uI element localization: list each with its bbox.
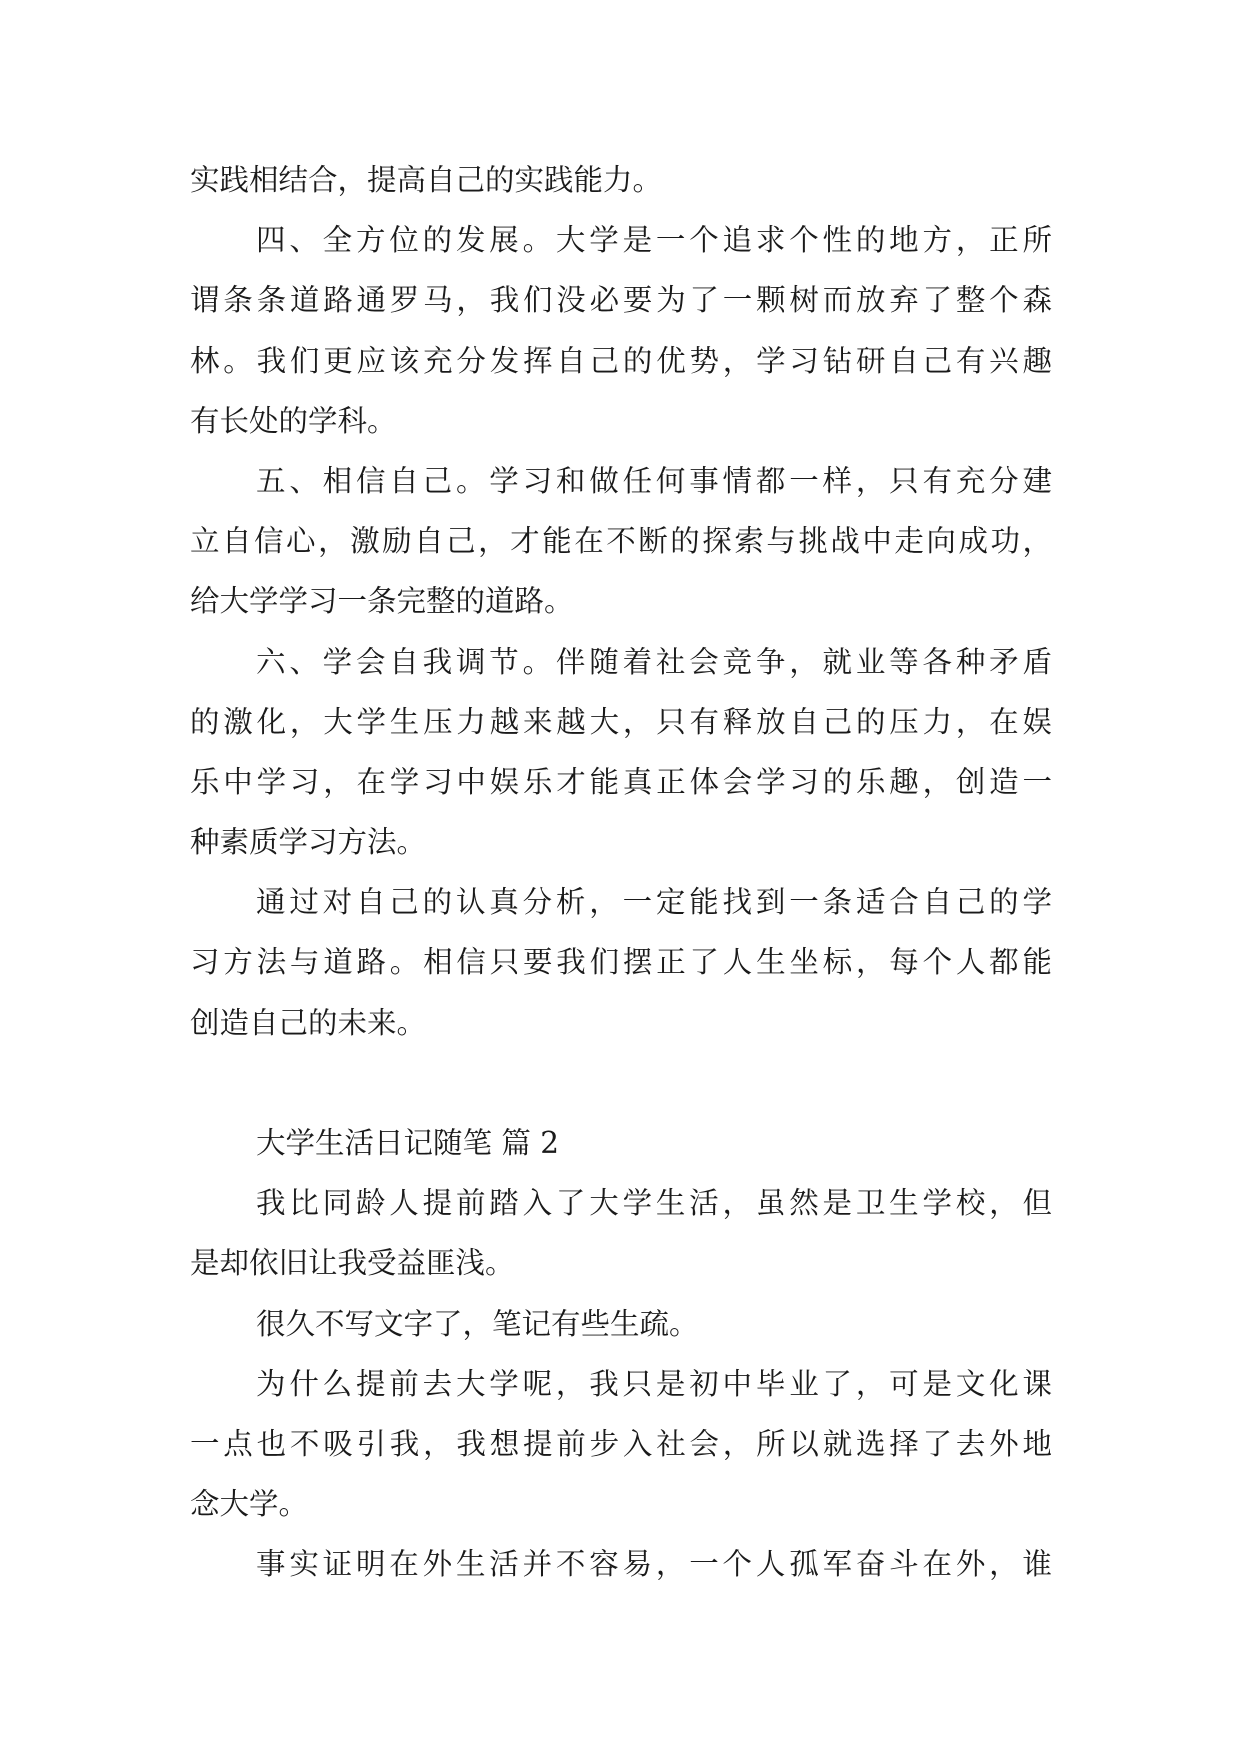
document-page — [190, 150, 1052, 1595]
text-line: 一点也不吸引我，我想提前步入社会，所以就选择了去外地 — [190, 1426, 1052, 1461]
text-line: 有长处的学科。 — [190, 403, 397, 438]
text-line: 念大学。 — [190, 1487, 309, 1522]
text-line: 通过对自己的认真分析，一定能找到一条适合自己的学 — [256, 885, 1052, 920]
text-line: 我比同龄人提前踏入了大学生活，虽然是卫生学校，但 — [256, 1186, 1052, 1221]
text-line: 很久不写文字了，笔记有些生疏。 — [256, 1306, 699, 1341]
text-line: 五、相信自己。学习和做任何事情都一样，只有充分建 — [256, 463, 1052, 498]
text-line: 习方法与道路。相信只要我们摆正了人生坐标，每个人都能 — [190, 945, 1052, 980]
text-line: 给大学学习一条完整的道路。 — [190, 584, 574, 619]
text-line: 四、全方位的发展。大学是一个追求个性的地方，正所 — [256, 223, 1052, 258]
text-line: 六、学会自我调节。伴随着社会竞争，就业等各种矛盾 — [256, 644, 1052, 679]
text-line: 事实证明在外生活并不容易，一个人孤军奋斗在外，谁 — [256, 1547, 1052, 1582]
text-line: 乐中学习，在学习中娱乐才能真正体会学习的乐趣，创造一 — [190, 764, 1052, 799]
text-line: 林。我们更应该充分发挥自己的优势，学习钻研自己有兴趣 — [190, 343, 1052, 378]
text-line: 为什么提前去大学呢，我只是初中毕业了，可是文化课 — [256, 1366, 1052, 1401]
text-line: 创造自己的未来。 — [190, 1005, 427, 1040]
text-line: 是却依旧让我受益匪浅。 — [190, 1246, 515, 1281]
text-line: 的激化，大学生压力越来越大，只有释放自己的压力，在娱 — [190, 704, 1052, 739]
text-line: 实践相结合，提高自己的实践能力。 — [190, 163, 663, 197]
section-heading: 大学生活日记随笔 篇 2 — [256, 1126, 560, 1160]
text-line: 谓条条道路通罗马，我们没必要为了一颗树而放弃了整个森 — [190, 283, 1052, 318]
text-line: 立自信心，激励自己，才能在不断的探索与挑战中走向成功， — [190, 524, 1052, 559]
text-line: 种素质学习方法。 — [190, 825, 427, 860]
section-spacer — [190, 1053, 1052, 1113]
